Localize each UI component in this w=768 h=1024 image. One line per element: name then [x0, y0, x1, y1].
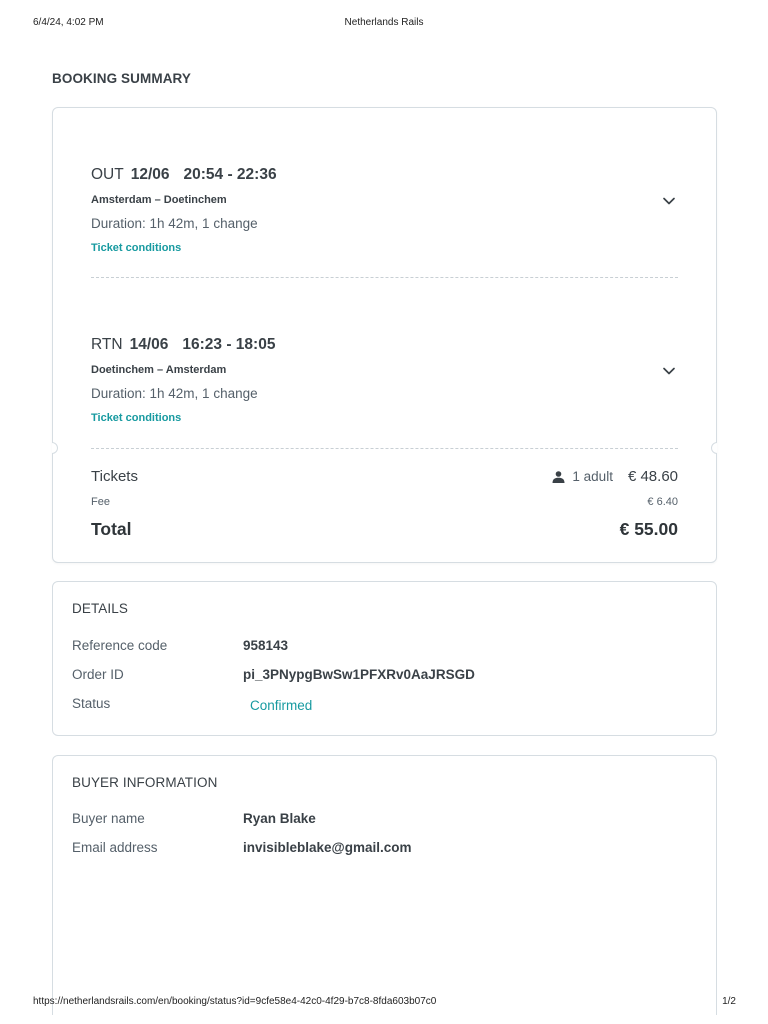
- buyer-row: [72, 811, 316, 826]
- tickets-price: € 48.60: [627, 468, 678, 485]
- chevron-down-icon[interactable]: [662, 366, 676, 376]
- reference-code-label: Reference code: [72, 638, 168, 653]
- trip-date: 12/06: [130, 166, 170, 183]
- status-badge: Confirmed: [250, 698, 313, 713]
- person-icon: [552, 471, 565, 483]
- buyer-row: [72, 840, 411, 855]
- order-id-value: pi_3PNypgBwSw1PFXRv0AaJRSGD: [243, 667, 475, 682]
- booking-summary-title: BOOKING SUMMARY: [52, 71, 191, 86]
- passenger-count: 1 adult: [572, 469, 613, 484]
- ticket-conditions-link[interactable]: Ticket conditions: [91, 412, 182, 424]
- status-label: Status: [72, 696, 111, 711]
- print-url: https://netherlandsrails.com/en/booking/status?id=9cfe58e4-42c0-4f29-b7c8-8fda603b07c0: [33, 996, 437, 1007]
- print-date: 6/4/24, 4:02 PM: [33, 17, 104, 28]
- trip-time: 16:23 - 18:05: [182, 336, 276, 353]
- divider: [91, 277, 678, 278]
- details-row: [72, 696, 312, 713]
- print-page-title: Netherlands Rails: [344, 17, 424, 28]
- trip-return[interactable]: [91, 336, 678, 424]
- email-label: Email address: [72, 840, 158, 855]
- fee-row: [91, 496, 678, 508]
- trip-header: [91, 166, 678, 186]
- tickets-info: [552, 468, 678, 485]
- ticket-notch-left: [46, 442, 58, 454]
- details-row: [72, 638, 288, 653]
- print-page-number: 1/2: [722, 996, 736, 1007]
- total-row: [91, 519, 678, 540]
- details-title: DETAILS: [72, 601, 128, 616]
- order-id-label: Order ID: [72, 667, 124, 682]
- ticket-notch-right: [711, 442, 723, 454]
- buyer-name-label: Buyer name: [72, 811, 145, 826]
- trip-time: 20:54 - 22:36: [183, 166, 277, 183]
- total-label: Total: [91, 519, 132, 539]
- trip-header: [91, 336, 678, 356]
- tickets-row: [91, 468, 678, 485]
- booking-summary-card: [52, 107, 717, 563]
- tickets-label: Tickets: [91, 468, 138, 485]
- reference-code-value: 958143: [243, 638, 289, 653]
- total-price: € 55.00: [619, 519, 678, 539]
- trip-direction: RTN: [91, 336, 123, 353]
- trip-duration: Duration: 1h 42m, 1 change: [91, 216, 258, 231]
- divider: [91, 448, 678, 449]
- email-value: invisibleblake@gmail.com: [243, 840, 412, 855]
- buyer-information-title: BUYER INFORMATION: [72, 775, 218, 790]
- trip-route: Doetinchem – Amsterdam: [91, 364, 227, 376]
- buyer-name-value: Ryan Blake: [243, 811, 316, 826]
- ticket-conditions-link[interactable]: Ticket conditions: [91, 242, 182, 254]
- trip-outbound[interactable]: [91, 166, 678, 254]
- trip-direction: OUT: [91, 166, 124, 183]
- trip-duration: Duration: 1h 42m, 1 change: [91, 386, 258, 401]
- chevron-down-icon[interactable]: [662, 196, 676, 206]
- fee-label: Fee: [91, 496, 110, 508]
- details-row: [72, 667, 475, 682]
- trip-route: Amsterdam – Doetinchem: [91, 194, 227, 206]
- buyer-information-card: [52, 755, 717, 1015]
- fee-price: € 6.40: [647, 496, 678, 508]
- trip-date: 14/06: [129, 336, 169, 353]
- details-card: [52, 581, 717, 736]
